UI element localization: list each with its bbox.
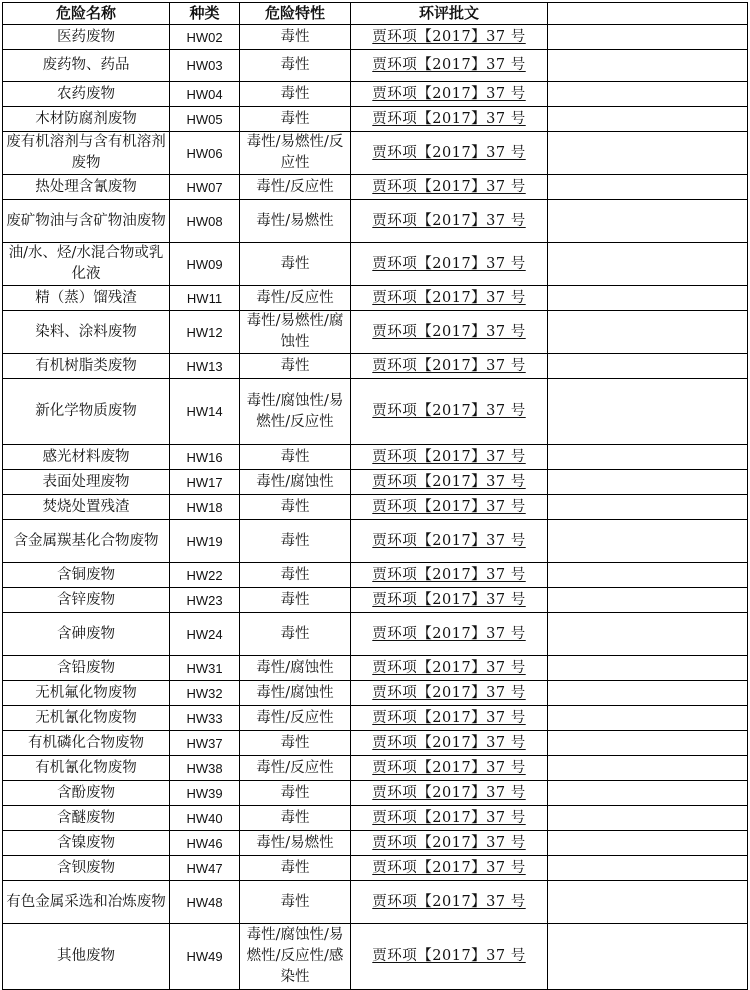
hazard-property-cell: 毒性/腐蚀性/易燃性/反应性 xyxy=(240,379,351,445)
extra-cell xyxy=(548,175,748,200)
table-row xyxy=(3,731,748,756)
extra-cell xyxy=(548,25,748,50)
extra-cell xyxy=(548,379,748,445)
table-row xyxy=(3,563,748,588)
approval-text: 贾环项【2017】37 号 xyxy=(372,289,526,306)
approval-text: 贾环项【2017】37 号 xyxy=(372,625,526,642)
extra-cell xyxy=(548,831,748,856)
header-category: 种类 xyxy=(170,3,240,25)
hazard-property-cell: 毒性 xyxy=(240,731,351,756)
extra-cell xyxy=(548,806,748,831)
table-row xyxy=(3,132,748,175)
approval-text: 贾环项【2017】37 号 xyxy=(372,357,526,374)
table-row xyxy=(3,311,748,354)
hazard-name-cell: 染料、涂料废物 xyxy=(3,311,170,354)
eia-approval-cell xyxy=(351,50,548,82)
approval-text: 贾环项【2017】37 号 xyxy=(372,178,526,195)
eia-approval-cell xyxy=(351,806,548,831)
hazard-name-cell: 含钡废物 xyxy=(3,856,170,881)
extra-cell xyxy=(548,107,748,132)
hazard-name-cell: 有机氰化物废物 xyxy=(3,756,170,781)
eia-approval-cell xyxy=(351,107,548,132)
eia-approval-cell xyxy=(351,379,548,445)
hazard-name-cell: 无机氟化物废物 xyxy=(3,681,170,706)
category-cell: HW38 xyxy=(170,756,240,781)
hazard-name-cell: 含酚废物 xyxy=(3,781,170,806)
extra-cell xyxy=(548,731,748,756)
eia-approval-cell xyxy=(351,706,548,731)
hazard-name-cell: 医药废物 xyxy=(3,25,170,50)
hazard-property-cell: 毒性/易燃性/反应性 xyxy=(240,132,351,175)
hazard-name-cell: 废药物、药品 xyxy=(3,50,170,82)
eia-approval-cell xyxy=(351,520,548,563)
table-row xyxy=(3,243,748,286)
eia-approval-cell xyxy=(351,175,548,200)
extra-cell xyxy=(548,286,748,311)
hazard-property-cell: 毒性 xyxy=(240,243,351,286)
eia-approval-cell xyxy=(351,445,548,470)
table-row xyxy=(3,107,748,132)
extra-cell xyxy=(548,613,748,656)
extra-cell xyxy=(548,588,748,613)
hazard-name-cell: 含铜废物 xyxy=(3,563,170,588)
extra-cell xyxy=(548,563,748,588)
extra-cell xyxy=(548,756,748,781)
category-cell: HW06 xyxy=(170,132,240,175)
hazard-property-cell: 毒性 xyxy=(240,613,351,656)
eia-approval-cell xyxy=(351,470,548,495)
extra-cell xyxy=(548,470,748,495)
category-cell: HW02 xyxy=(170,25,240,50)
category-cell: HW32 xyxy=(170,681,240,706)
extra-cell xyxy=(548,656,748,681)
extra-cell xyxy=(548,781,748,806)
table-row xyxy=(3,379,748,445)
approval-text: 贾环项【2017】37 号 xyxy=(372,893,526,910)
extra-cell xyxy=(548,681,748,706)
category-cell: HW11 xyxy=(170,286,240,311)
hazard-name-cell: 含镍废物 xyxy=(3,831,170,856)
extra-cell xyxy=(548,311,748,354)
category-cell: HW33 xyxy=(170,706,240,731)
table-row xyxy=(3,445,748,470)
hazard-property-cell: 毒性 xyxy=(240,856,351,881)
header-hazard-property: 危险特性 xyxy=(240,3,351,25)
hazard-property-cell: 毒性/反应性 xyxy=(240,706,351,731)
category-cell: HW16 xyxy=(170,445,240,470)
category-cell: HW22 xyxy=(170,563,240,588)
extra-cell xyxy=(548,132,748,175)
extra-cell xyxy=(548,924,748,990)
header-extra-column xyxy=(548,3,748,25)
table-row xyxy=(3,881,748,924)
hazard-property-cell: 毒性/反应性 xyxy=(240,756,351,781)
extra-cell xyxy=(548,354,748,379)
approval-text: 贾环项【2017】37 号 xyxy=(372,473,526,490)
table-row xyxy=(3,706,748,731)
hazard-property-cell: 毒性/易燃性 xyxy=(240,831,351,856)
table-row xyxy=(3,856,748,881)
hazard-property-cell: 毒性/易燃性/腐蚀性 xyxy=(240,311,351,354)
table-row xyxy=(3,520,748,563)
approval-text: 贾环项【2017】37 号 xyxy=(372,709,526,726)
extra-cell xyxy=(548,50,748,82)
approval-text: 贾环项【2017】37 号 xyxy=(372,498,526,515)
header-eia-approval: 环评批文 xyxy=(351,3,548,25)
category-cell: HW03 xyxy=(170,50,240,82)
eia-approval-cell xyxy=(351,756,548,781)
hazard-property-cell: 毒性/反应性 xyxy=(240,175,351,200)
hazard-property-cell: 毒性/腐蚀性/易燃性/反应性/感染性 xyxy=(240,924,351,990)
approval-text: 贾环项【2017】37 号 xyxy=(372,403,526,419)
eia-approval-cell xyxy=(351,781,548,806)
hazard-property-cell: 毒性 xyxy=(240,781,351,806)
hazard-property-cell: 毒性 xyxy=(240,50,351,82)
approval-text: 贾环项【2017】37 号 xyxy=(372,212,526,229)
category-cell: HW49 xyxy=(170,924,240,990)
approval-text: 贾环项【2017】37 号 xyxy=(372,85,526,102)
hazard-name-cell: 感光材料废物 xyxy=(3,445,170,470)
category-cell: HW46 xyxy=(170,831,240,856)
approval-text: 贾环项【2017】37 号 xyxy=(372,734,526,751)
approval-text: 贾环项【2017】37 号 xyxy=(372,57,526,73)
approval-text: 贾环项【2017】37 号 xyxy=(372,684,526,701)
category-cell: HW40 xyxy=(170,806,240,831)
category-cell: HW17 xyxy=(170,470,240,495)
eia-approval-cell xyxy=(351,924,548,990)
hazard-property-cell: 毒性 xyxy=(240,588,351,613)
table-row xyxy=(3,495,748,520)
approval-text: 贾环项【2017】37 号 xyxy=(372,566,526,583)
approval-text: 贾环项【2017】37 号 xyxy=(372,323,526,340)
eia-approval-cell xyxy=(351,286,548,311)
table-row xyxy=(3,354,748,379)
eia-approval-cell xyxy=(351,731,548,756)
hazard-name-cell: 含金属羰基化合物废物 xyxy=(3,520,170,563)
category-cell: HW37 xyxy=(170,731,240,756)
category-cell: HW24 xyxy=(170,613,240,656)
table-row xyxy=(3,806,748,831)
hazard-property-cell: 毒性 xyxy=(240,82,351,107)
extra-cell xyxy=(548,445,748,470)
hazard-property-cell: 毒性 xyxy=(240,495,351,520)
approval-text: 贾环项【2017】37 号 xyxy=(372,759,526,776)
hazardous-waste-table xyxy=(2,2,748,990)
hazard-name-cell: 热处理含氰废物 xyxy=(3,175,170,200)
hazard-name-cell: 其他废物 xyxy=(3,924,170,990)
eia-approval-cell xyxy=(351,613,548,656)
hazard-name-cell: 无机氰化物废物 xyxy=(3,706,170,731)
table-row xyxy=(3,25,748,50)
table-body xyxy=(3,25,748,990)
hazard-name-cell: 新化学物质废物 xyxy=(3,379,170,445)
category-cell: HW04 xyxy=(170,82,240,107)
hazard-name-cell: 含锌废物 xyxy=(3,588,170,613)
hazard-name-cell: 有色金属采选和冶炼废物 xyxy=(3,881,170,924)
approval-text: 贾环项【2017】37 号 xyxy=(372,144,526,161)
hazard-property-cell: 毒性 xyxy=(240,354,351,379)
approval-text: 贾环项【2017】37 号 xyxy=(372,809,526,826)
category-cell: HW48 xyxy=(170,881,240,924)
eia-approval-cell xyxy=(351,132,548,175)
category-cell: HW19 xyxy=(170,520,240,563)
approval-text: 贾环项【2017】37 号 xyxy=(372,859,526,876)
table-row xyxy=(3,175,748,200)
hazard-name-cell: 有机树脂类废物 xyxy=(3,354,170,379)
eia-approval-cell xyxy=(351,354,548,379)
eia-approval-cell xyxy=(351,881,548,924)
hazard-property-cell: 毒性 xyxy=(240,25,351,50)
extra-cell xyxy=(548,856,748,881)
hazard-property-cell: 毒性 xyxy=(240,520,351,563)
hazard-name-cell: 含砷废物 xyxy=(3,613,170,656)
approval-text: 贾环项【2017】37 号 xyxy=(372,834,526,851)
category-cell: HW13 xyxy=(170,354,240,379)
approval-text: 贾环项【2017】37 号 xyxy=(372,448,526,465)
eia-approval-cell xyxy=(351,82,548,107)
category-cell: HW14 xyxy=(170,379,240,445)
approval-text: 贾环项【2017】37 号 xyxy=(372,110,526,127)
approval-text: 贾环项【2017】37 号 xyxy=(372,659,526,676)
eia-approval-cell xyxy=(351,243,548,286)
approval-text: 贾环项【2017】37 号 xyxy=(372,784,526,801)
hazard-property-cell: 毒性/腐蚀性 xyxy=(240,656,351,681)
hazard-property-cell: 毒性/腐蚀性 xyxy=(240,470,351,495)
table-header-row xyxy=(3,3,748,25)
table-row xyxy=(3,781,748,806)
eia-approval-cell xyxy=(351,563,548,588)
category-cell: HW08 xyxy=(170,200,240,243)
category-cell: HW47 xyxy=(170,856,240,881)
eia-approval-cell xyxy=(351,681,548,706)
extra-cell xyxy=(548,495,748,520)
extra-cell xyxy=(548,706,748,731)
hazard-name-cell: 废有机溶剂与含有机溶剂废物 xyxy=(3,132,170,175)
hazard-name-cell: 废矿物油与含矿物油废物 xyxy=(3,200,170,243)
category-cell: HW05 xyxy=(170,107,240,132)
table-row xyxy=(3,286,748,311)
eia-approval-cell xyxy=(351,495,548,520)
hazard-name-cell: 油/水、烃/水混合物或乳化液 xyxy=(3,243,170,286)
extra-cell xyxy=(548,243,748,286)
category-cell: HW18 xyxy=(170,495,240,520)
category-cell: HW23 xyxy=(170,588,240,613)
approval-text: 贾环项【2017】37 号 xyxy=(372,28,526,45)
approval-text: 贾环项【2017】37 号 xyxy=(372,948,526,964)
hazard-name-cell: 农药废物 xyxy=(3,82,170,107)
extra-cell xyxy=(548,200,748,243)
extra-cell xyxy=(548,82,748,107)
header-hazard-name: 危险名称 xyxy=(3,3,170,25)
eia-approval-cell xyxy=(351,656,548,681)
table-row xyxy=(3,831,748,856)
hazard-property-cell: 毒性/反应性 xyxy=(240,286,351,311)
table-row xyxy=(3,588,748,613)
table-row xyxy=(3,82,748,107)
hazard-name-cell: 精（蒸）馏残渣 xyxy=(3,286,170,311)
approval-text: 贾环项【2017】37 号 xyxy=(372,255,526,272)
hazard-property-cell: 毒性 xyxy=(240,881,351,924)
table-row xyxy=(3,613,748,656)
hazard-property-cell: 毒性 xyxy=(240,806,351,831)
hazard-property-cell: 毒性 xyxy=(240,107,351,132)
hazard-property-cell: 毒性/易燃性 xyxy=(240,200,351,243)
hazard-name-cell: 木材防腐剂废物 xyxy=(3,107,170,132)
approval-text: 贾环项【2017】37 号 xyxy=(372,591,526,608)
eia-approval-cell xyxy=(351,831,548,856)
hazard-property-cell: 毒性 xyxy=(240,563,351,588)
table-row xyxy=(3,50,748,82)
hazard-name-cell: 有机磷化合物废物 xyxy=(3,731,170,756)
hazard-name-cell: 含醚废物 xyxy=(3,806,170,831)
hazard-name-cell: 含铅废物 xyxy=(3,656,170,681)
table-row xyxy=(3,756,748,781)
category-cell: HW31 xyxy=(170,656,240,681)
hazard-property-cell: 毒性/腐蚀性 xyxy=(240,681,351,706)
category-cell: HW39 xyxy=(170,781,240,806)
table-row xyxy=(3,470,748,495)
category-cell: HW07 xyxy=(170,175,240,200)
hazard-name-cell: 表面处理废物 xyxy=(3,470,170,495)
extra-cell xyxy=(548,520,748,563)
table-row xyxy=(3,656,748,681)
table-row xyxy=(3,681,748,706)
table-row xyxy=(3,200,748,243)
approval-text: 贾环项【2017】37 号 xyxy=(372,532,526,549)
hazard-property-cell: 毒性 xyxy=(240,445,351,470)
eia-approval-cell xyxy=(351,25,548,50)
eia-approval-cell xyxy=(351,856,548,881)
hazard-name-cell: 焚烧处置残渣 xyxy=(3,495,170,520)
eia-approval-cell xyxy=(351,588,548,613)
eia-approval-cell xyxy=(351,200,548,243)
eia-approval-cell xyxy=(351,311,548,354)
table-row xyxy=(3,924,748,990)
extra-cell xyxy=(548,881,748,924)
category-cell: HW09 xyxy=(170,243,240,286)
category-cell: HW12 xyxy=(170,311,240,354)
